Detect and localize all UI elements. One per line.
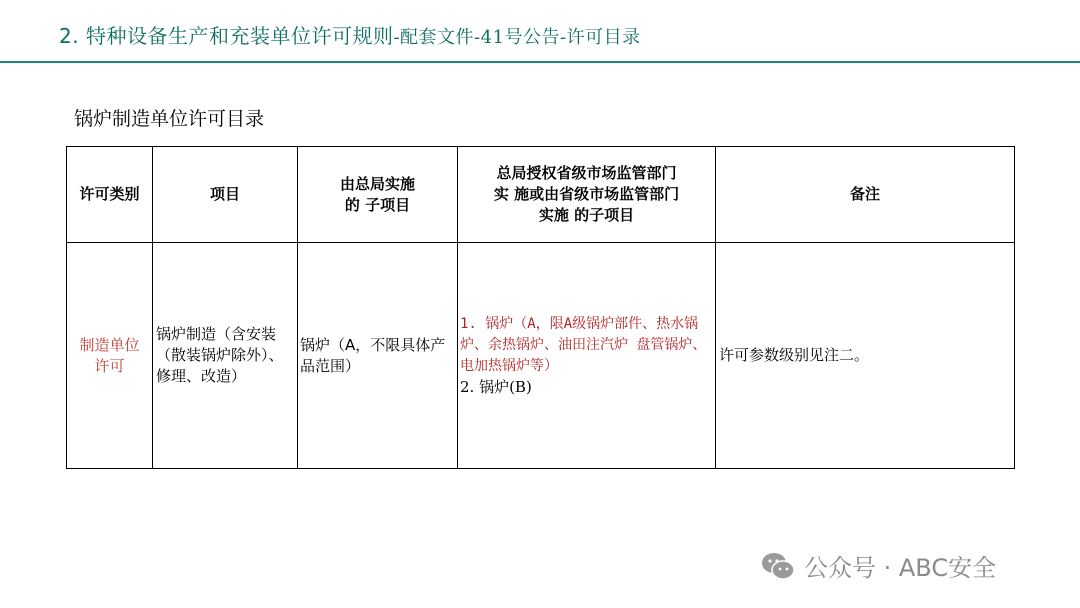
table-caption: 锅炉制造单位许可目录 — [74, 108, 265, 130]
provincial-line-2: 2. 锅炉(B) — [460, 377, 532, 396]
cell-provincial — [458, 243, 716, 469]
cell-note: 许可参数级别见注二。 — [716, 243, 1015, 469]
watermark-text: 公众号 · ABC安全 — [804, 554, 997, 582]
provincial-line-1: 1. 锅炉（A，限A级锅炉部件、热水锅炉、余热锅炉、油田注汽炉 盘管锅炉、电加热锅炉等） — [460, 315, 707, 374]
cell-category: 制造单位 许可 — [67, 243, 153, 469]
permit-table — [66, 146, 1015, 469]
cell-central: 锅炉（A，不限具体产品范围） — [298, 243, 458, 469]
wechat-icon — [760, 551, 796, 581]
title-main: 2. 特种设备生产和充装单位许可规则 — [59, 24, 394, 48]
table-row — [67, 243, 1015, 469]
watermark — [760, 548, 996, 583]
header-provincial: 总局授权省级市场监管部门 实 施或由省级市场监管部门 实施 的子项目 — [458, 147, 716, 243]
table-header-row — [67, 147, 1015, 243]
cell-item: 锅炉制造（含安装（散装锅炉除外）、修理、改造） — [153, 243, 298, 469]
slide-header — [0, 0, 1080, 62]
header-category: 许可类别 — [67, 147, 153, 243]
header-divider — [0, 61, 1080, 63]
header-note: 备注 — [716, 147, 1015, 243]
page-title — [59, 20, 641, 49]
title-sub: -配套文件-41号公告-许可目录 — [393, 27, 641, 48]
header-item: 项目 — [153, 147, 298, 243]
header-central: 由总局实施 的 子项目 — [298, 147, 458, 243]
